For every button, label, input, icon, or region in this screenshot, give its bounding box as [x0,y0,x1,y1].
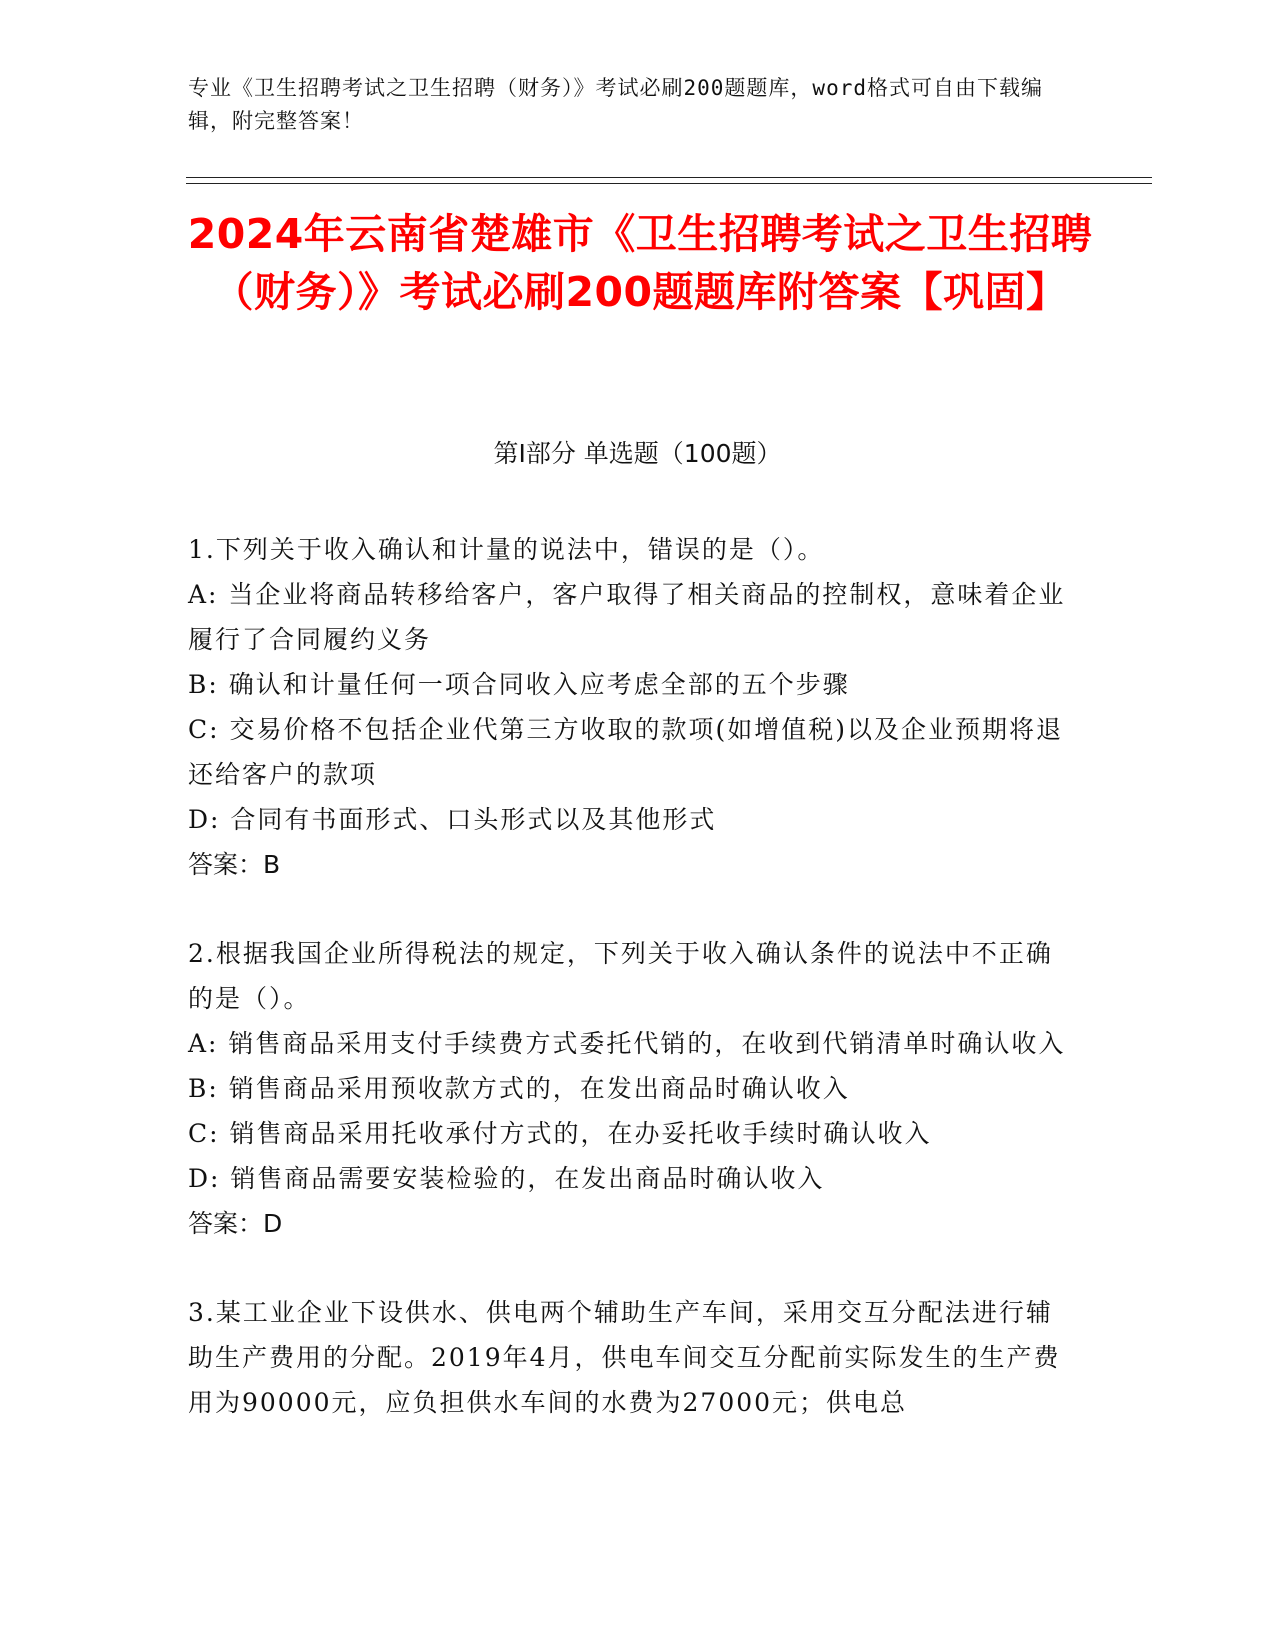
option-b: B: 销售商品采用预收款方式的，在发出商品时确认收入 [188,1074,850,1103]
answer: 答案：B [188,850,281,879]
section-title: 第Ⅰ部分 单选题（100题） [493,439,782,468]
question-stem: 3.某工业企业下设供水、供电两个辅助生产车间，采用交互分配法进行辅助生产费用的分配。2019年4月，供电车间交互分配前实际发生的生产费用为90000元，应负担供水车间的水费为27000元；供电总 [188,1298,1061,1417]
header-divider-top [186,177,1152,178]
header-divider-bottom [186,183,1152,184]
question-2 [188,931,1068,1246]
question-stem: 1.下列关于收入确认和计量的说法中，错误的是（）。 [188,535,825,564]
option-d: D: 合同有书面形式、口头形式以及其他形式 [188,805,717,834]
question-stem: 2.根据我国企业所得税法的规定，下列关于收入确认条件的说法中不正确的是（）。 [188,939,1053,1013]
question-3 [188,1290,1068,1425]
question-list [188,527,1068,1469]
header-note: 专业《卫生招聘考试之卫生招聘（财务）》考试必刷200题题库，word格式可自由下载编辑，附完整答案！ [188,76,1043,133]
option-c: C: 交易价格不包括企业代第三方收取的款项(如增值税)以及企业预期将退还给客户的款项 [188,715,1064,789]
option-d: D: 销售商品需要安装检验的，在发出商品时确认收入 [188,1164,825,1193]
option-b: B: 确认和计量任何一项合同收入应考虑全部的五个步骤 [188,670,850,699]
option-a: A: 当企业将商品转移给客户，客户取得了相关商品的控制权，意味着企业履行了合同履约义务 [188,580,1066,654]
option-c: C: 销售商品采用托收承付方式的，在办妥托收手续时确认收入 [188,1119,932,1148]
document-title: 2024年云南省楚雄市《卫生招聘考试之卫生招聘（财务）》考试必刷200题题库附答案【巩固】 [187,210,1093,316]
answer: 答案：D [188,1209,283,1238]
question-1 [188,527,1068,887]
option-a: A: 销售商品采用支付手续费方式委托代销的，在收到代销清单时确认收入 [188,1029,1066,1058]
